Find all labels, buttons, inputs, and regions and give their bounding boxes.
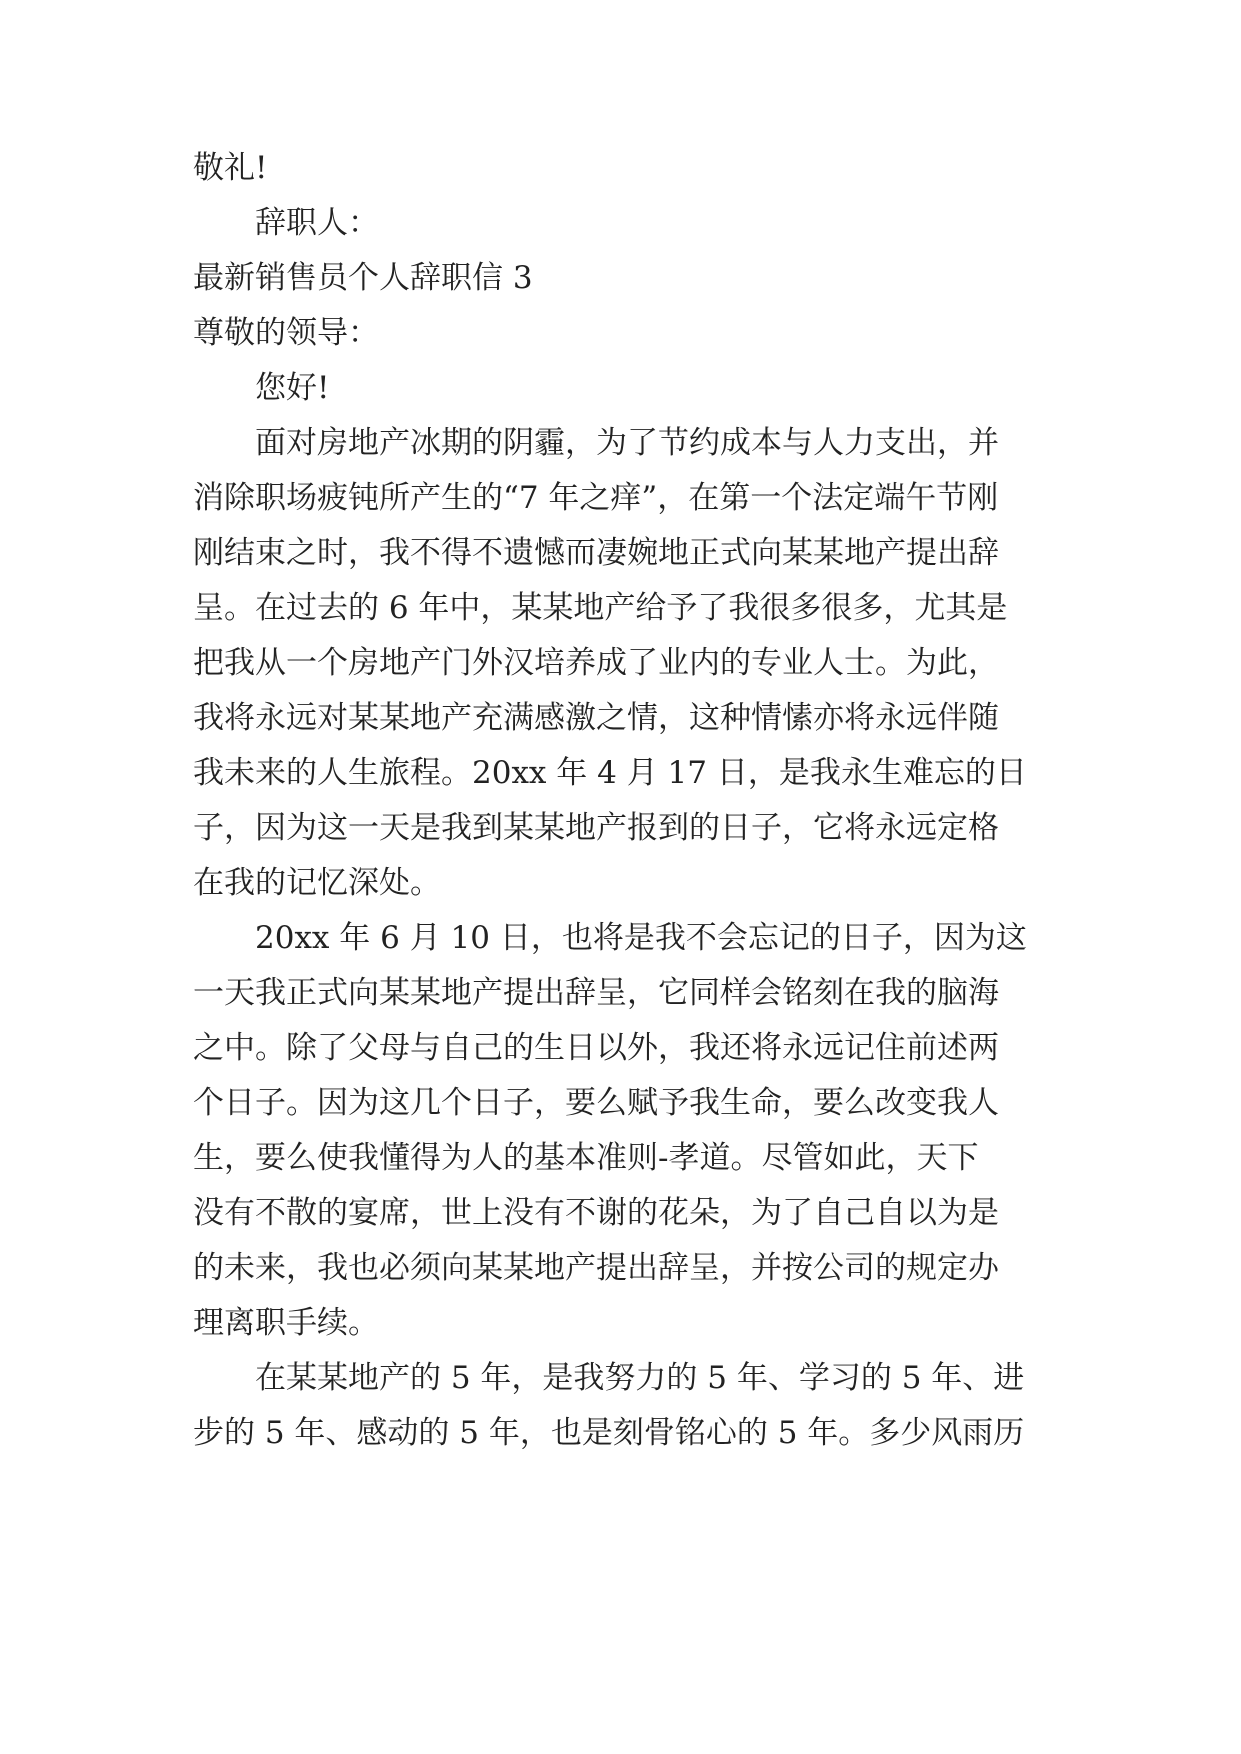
paragraph1-line: 刚结束之时，我不得不遗憾而凄婉地正式向某某地产提出辞 (193, 535, 999, 571)
paragraph2-line: 20xx 年 6 月 10 日，也将是我不会忘记的日子，因为这 (255, 920, 1027, 956)
paragraph3-line: 在某某地产的 5 年，是我努力的 5 年、学习的 5 年、进 (255, 1360, 1025, 1396)
paragraph1-line: 把我从一个房地产门外汉培养成了业内的专业人士。为此， (193, 645, 999, 681)
paragraph1-line: 消除职场疲钝所产生的“7 年之痒”，在第一个法定端午节刚 (193, 480, 999, 516)
paragraph2-line: 一天我正式向某某地产提出辞呈，它同样会铭刻在我的脑海 (193, 975, 999, 1011)
greeting-line: 您好! (255, 370, 330, 406)
salutation-line: 尊敬的领导： (193, 315, 379, 351)
paragraph2-line: 的未来，我也必须向某某地产提出辞呈，并按公司的规定办 (193, 1250, 999, 1286)
signature-line: 辞职人： (255, 205, 379, 241)
paragraph2-line: 没有不散的宴席，世上没有不谢的花朵，为了自己自以为是 (193, 1195, 999, 1231)
closing-line: 敬礼! (193, 150, 268, 186)
paragraph1-line: 在我的记忆深处。 (193, 865, 441, 901)
paragraph1-line: 我未来的人生旅程。20xx 年 4 月 17 日，是我永生难忘的日 (193, 755, 1027, 791)
paragraph1-line: 面对房地产冰期的阴霾，为了节约成本与人力支出，并 (255, 425, 999, 461)
letter-heading: 最新销售员个人辞职信 3 (193, 260, 533, 296)
paragraph2-line: 之中。除了父母与自己的生日以外，我还将永远记住前述两 (193, 1030, 999, 1066)
paragraph2-line: 生，要么使我懂得为人的基本准则-孝道。尽管如此，天下 (193, 1140, 979, 1176)
paragraph2-line: 理离职手续。 (193, 1305, 379, 1341)
paragraph1-line: 呈。在过去的 6 年中，某某地产给予了我很多很多，尤其是 (193, 590, 1008, 626)
paragraph2-line: 个日子。因为这几个日子，要么赋予我生命，要么改变我人 (193, 1085, 999, 1121)
paragraph3-line: 步的 5 年、感动的 5 年，也是刻骨铭心的 5 年。多少风雨历 (193, 1415, 1025, 1451)
paragraph1-line: 子，因为这一天是我到某某地产报到的日子，它将永远定格 (193, 810, 999, 846)
paragraph1-line: 我将永远对某某地产充满感激之情，这种情愫亦将永远伴随 (193, 700, 999, 736)
